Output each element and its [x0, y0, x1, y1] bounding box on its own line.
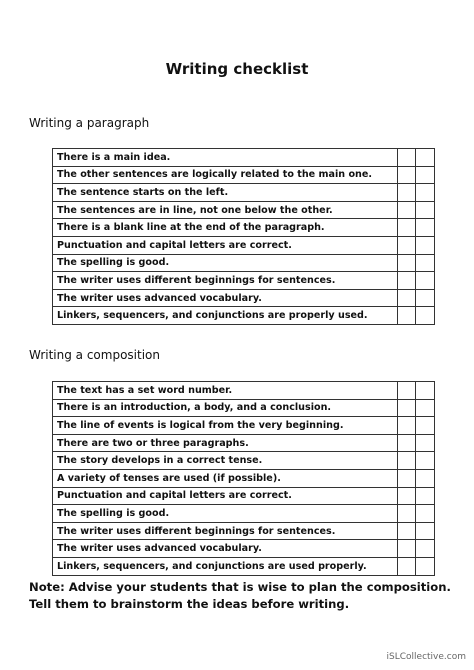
checkbox-cell[interactable]: [416, 540, 435, 558]
checkbox-cell[interactable]: [398, 236, 416, 254]
checkbox-cell[interactable]: [398, 219, 416, 237]
checkbox-cell[interactable]: [398, 254, 416, 272]
checkbox-cell[interactable]: [416, 505, 435, 523]
checklist-item-text: The sentences are in line, not one below the other.: [53, 201, 398, 219]
checklist-row: [53, 382, 435, 400]
section-heading-paragraph: Writing a paragraph: [29, 116, 150, 130]
checkbox-cell[interactable]: [398, 557, 416, 575]
checklist-item-text: The line of events is logical from the very beginning.: [53, 417, 398, 435]
checkbox-cell[interactable]: [398, 434, 416, 452]
checklist-item-text: The text has a set word number.: [53, 382, 398, 400]
checklist-row: [53, 254, 435, 272]
checkbox-cell[interactable]: [398, 289, 416, 307]
checklist-row: [53, 289, 435, 307]
checkbox-cell[interactable]: [398, 452, 416, 470]
checkbox-cell[interactable]: [416, 452, 435, 470]
checklist-item-text: The spelling is good.: [53, 254, 398, 272]
checklist-row: [53, 505, 435, 523]
note-line-1: Note: Advise your students that is wise to plan the composition.: [29, 580, 451, 594]
checklist-item-text: There is a blank line at the end of the paragraph.: [53, 219, 398, 237]
checkbox-cell[interactable]: [416, 184, 435, 202]
page-title: Writing checklist: [165, 60, 309, 78]
checklist-item-text: Linkers, sequencers, and conjunctions are used properly.: [53, 557, 398, 575]
checkbox-cell[interactable]: [416, 219, 435, 237]
checkbox-cell[interactable]: [416, 382, 435, 400]
checklist-row: [53, 452, 435, 470]
checkbox-cell[interactable]: [398, 307, 416, 325]
checklist-item-text: A variety of tenses are used (if possible).: [53, 469, 398, 487]
checkbox-cell[interactable]: [416, 272, 435, 290]
checkbox-cell[interactable]: [398, 540, 416, 558]
checklist-item-text: The writer uses different beginnings for sentences.: [53, 272, 398, 290]
checklist-row: [53, 417, 435, 435]
checklist-row: [53, 272, 435, 290]
checklist-row: [53, 522, 435, 540]
checkbox-cell[interactable]: [398, 382, 416, 400]
checklist-item-text: Linkers, sequencers, and conjunctions are properly used.: [53, 307, 398, 325]
section-heading-composition: Writing a composition: [29, 348, 160, 362]
checkbox-cell[interactable]: [398, 166, 416, 184]
checkbox-cell[interactable]: [416, 307, 435, 325]
checkbox-cell[interactable]: [416, 254, 435, 272]
checklist-item-text: There is a main idea.: [53, 149, 398, 167]
checklist-row: [53, 149, 435, 167]
checklist-item-text: There are two or three paragraphs.: [53, 434, 398, 452]
checkbox-cell[interactable]: [416, 469, 435, 487]
checklist-row: [53, 399, 435, 417]
checkbox-cell[interactable]: [416, 417, 435, 435]
checklist-row: [53, 487, 435, 505]
checklist-row: [53, 236, 435, 254]
checkbox-cell[interactable]: [398, 522, 416, 540]
checkbox-cell[interactable]: [398, 487, 416, 505]
checklist-item-text: The story develops in a correct tense.: [53, 452, 398, 470]
checkbox-cell[interactable]: [416, 166, 435, 184]
checklist-row: [53, 201, 435, 219]
checkbox-cell[interactable]: [416, 487, 435, 505]
checklist-item-text: The spelling is good.: [53, 505, 398, 523]
footer-watermark: iSLCollective.com: [386, 652, 466, 662]
checkbox-cell[interactable]: [416, 289, 435, 307]
checkbox-cell[interactable]: [416, 399, 435, 417]
checklist-item-text: There is an introduction, a body, and a conclusion.: [53, 399, 398, 417]
checklist-item-text: Punctuation and capital letters are correct.: [53, 487, 398, 505]
checkbox-cell[interactable]: [398, 469, 416, 487]
checkbox-cell[interactable]: [416, 522, 435, 540]
checklist-row: [53, 307, 435, 325]
checklist-row: [53, 540, 435, 558]
checkbox-cell[interactable]: [416, 149, 435, 167]
checklist-row: [53, 434, 435, 452]
checklist-item-text: The sentence starts on the left.: [53, 184, 398, 202]
checkbox-cell[interactable]: [398, 149, 416, 167]
checkbox-cell[interactable]: [416, 557, 435, 575]
checkbox-cell[interactable]: [398, 272, 416, 290]
paragraph-checklist-table: [52, 148, 435, 325]
checklist-row: [53, 184, 435, 202]
checklist-item-text: The writer uses different beginnings for sentences.: [53, 522, 398, 540]
checklist-row: [53, 557, 435, 575]
checkbox-cell[interactable]: [398, 505, 416, 523]
checkbox-cell[interactable]: [416, 201, 435, 219]
note-line-2: Tell them to brainstorm the ideas before writing.: [29, 597, 350, 611]
checklist-item-text: The writer uses advanced vocabulary.: [53, 289, 398, 307]
composition-checklist-table: [52, 381, 435, 576]
checkbox-cell[interactable]: [398, 201, 416, 219]
checkbox-cell[interactable]: [398, 417, 416, 435]
checkbox-cell[interactable]: [398, 399, 416, 417]
checklist-item-text: Punctuation and capital letters are correct.: [53, 236, 398, 254]
checklist-row: [53, 166, 435, 184]
checklist-row: [53, 469, 435, 487]
checklist-row: [53, 219, 435, 237]
checkbox-cell[interactable]: [416, 434, 435, 452]
checkbox-cell[interactable]: [398, 184, 416, 202]
checkbox-cell[interactable]: [416, 236, 435, 254]
checklist-item-text: The writer uses advanced vocabulary.: [53, 540, 398, 558]
checklist-item-text: The other sentences are logically related to the main one.: [53, 166, 398, 184]
